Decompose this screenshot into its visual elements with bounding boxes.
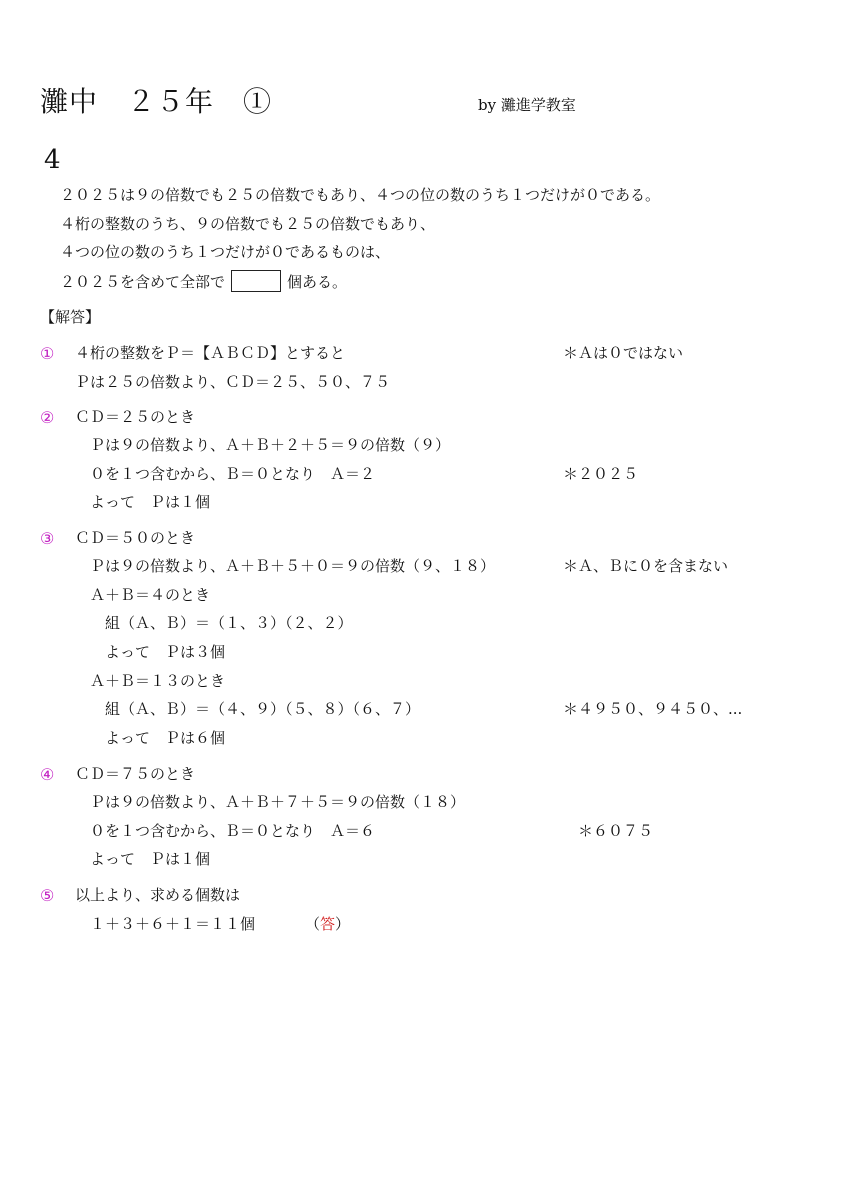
problem-line-3: ４つの位の数のうち１つだけが０であるものは、	[60, 243, 391, 261]
step-1-line-1: ４桁の整数をＰ＝【ＡＢＣＤ】とすると	[75, 344, 346, 362]
step-1-note: ＊Ａは０ではない	[563, 344, 684, 362]
answer-mark-close: ）	[335, 915, 351, 933]
page-title: 灘中 ２５年 ①	[40, 85, 273, 118]
step-3-note-1: ＊Ａ、Ｂに０を含まない	[563, 557, 729, 575]
problem-line-4	[60, 272, 347, 294]
step-3-line-6: Ａ＋Ｂ＝１３のとき	[90, 672, 226, 690]
step-4-note: ＊６０７５	[578, 822, 654, 840]
problem-number: 4	[44, 145, 61, 175]
step-4-line-3: ０を１つ含むから、Ｂ＝０となり Ａ＝６	[90, 822, 376, 840]
step-5-line-2: １＋３＋６＋１＝１１個	[90, 915, 256, 933]
step-2-line-1: ＣＤ＝２５のとき	[75, 408, 196, 426]
step-3-note-2: ＊４９５０、９４５０、...	[563, 700, 743, 718]
step-4-marker: ④	[40, 765, 55, 784]
problem-line-1: ２０２５は９の倍数でも２５の倍数でもあり、４つの位の数のうち１つだけが０である。	[60, 186, 661, 204]
step-3-line-7: 組（Ａ、Ｂ）＝（４、９）（５、８）（６、７）	[105, 700, 421, 718]
answer-mark	[305, 915, 350, 933]
problem-line-2: ４桁の整数のうち、９の倍数でも２５の倍数でもあり、	[60, 215, 436, 233]
step-2-marker: ②	[40, 408, 55, 427]
solution-heading: 【解答】	[40, 308, 101, 326]
problem-line-4-before: ２０２５を含めて全部で	[60, 273, 226, 291]
step-3-line-4: 組（Ａ、Ｂ）＝（１、３）（２、２）	[105, 614, 353, 632]
step-2-note: ＊２０２５	[563, 465, 639, 483]
step-2-line-2: Ｐは９の倍数より、Ａ＋Ｂ＋２＋５＝９の倍数（９）	[90, 436, 451, 454]
step-3-line-3: Ａ＋Ｂ＝４のとき	[90, 586, 211, 604]
step-3-line-1: ＣＤ＝５０のとき	[75, 529, 196, 547]
byline: by 灘進学教室	[478, 96, 576, 114]
step-2-line-4: よって Ｐは１個	[90, 493, 211, 511]
step-3-line-5: よって Ｐは３個	[105, 643, 226, 661]
answer-mark-label: 答	[320, 915, 336, 933]
problem-line-4-after: 個ある。	[287, 273, 348, 291]
step-3-marker: ③	[40, 529, 55, 548]
step-1-line-2: Ｐは２５の倍数より、ＣＤ＝２５、５０、７５	[75, 373, 391, 391]
step-4-line-1: ＣＤ＝７５のとき	[75, 765, 196, 783]
step-5-marker: ⑤	[40, 886, 55, 905]
answer-blank-box	[231, 270, 281, 292]
step-3-line-8: よって Ｐは６個	[105, 729, 226, 747]
step-3-line-2: Ｐは９の倍数より、Ａ＋Ｂ＋５＋０＝９の倍数（９、１８）	[90, 557, 496, 575]
step-4-line-2: Ｐは９の倍数より、Ａ＋Ｂ＋７＋５＝９の倍数（１８）	[90, 793, 466, 811]
answer-mark-open: （	[305, 915, 321, 933]
step-4-line-4: よって Ｐは１個	[90, 850, 211, 868]
step-1-marker: ①	[40, 344, 55, 363]
step-5-line-1: 以上より、求める個数は	[75, 886, 241, 904]
step-2-line-3: ０を１つ含むから、Ｂ＝０となり Ａ＝２	[90, 465, 376, 483]
